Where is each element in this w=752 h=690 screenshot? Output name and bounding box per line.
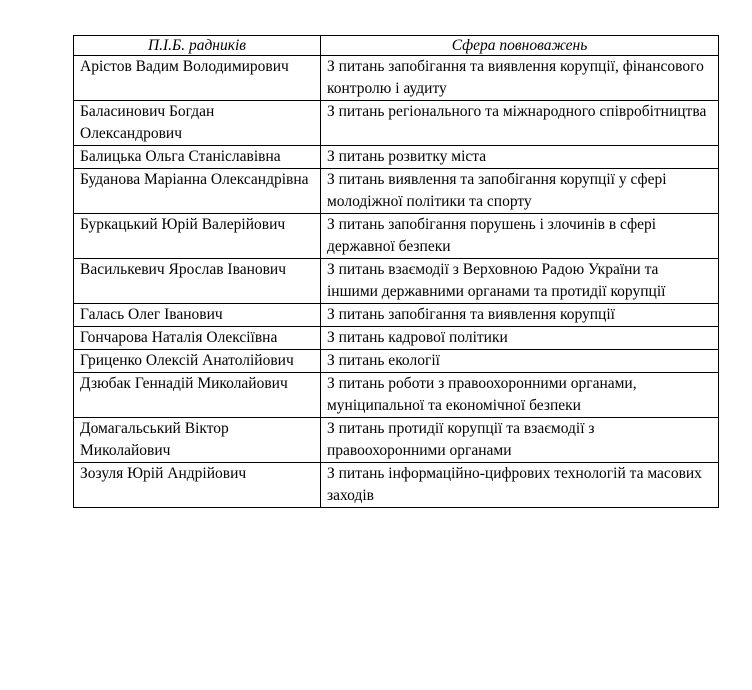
advisor-scope-cell: З питань виявлення та запобігання корупції у сфері молодіжної політики та спорту xyxy=(321,169,719,214)
advisor-scope-cell: З питань кадрової політики xyxy=(321,327,719,350)
header-advisor-name: П.І.Б. радників xyxy=(74,36,321,56)
advisors-table xyxy=(73,35,719,508)
advisor-scope-cell: З питань запобігання порушень і злочинів в сфері державної безпеки xyxy=(321,214,719,259)
advisor-name-cell: Баласинович Богдан Олександрович xyxy=(74,101,321,146)
advisor-name-cell: Балицька Ольга Станіславівна xyxy=(74,146,321,169)
table-row xyxy=(74,259,719,304)
table-header-row xyxy=(74,36,719,56)
table-row xyxy=(74,463,719,508)
advisor-scope-cell: З питань взаємодії з Верховною Радою України та іншими державними органами та протидії корупції xyxy=(321,259,719,304)
table-row xyxy=(74,327,719,350)
advisor-scope-cell: З питань розвитку міста xyxy=(321,146,719,169)
advisor-name-cell: Дзюбак Геннадій Миколайович xyxy=(74,373,321,418)
table-row xyxy=(74,350,719,373)
advisor-name-cell: Зозуля Юрій Андрійович xyxy=(74,463,321,508)
advisor-name-cell: Гончарова Наталія Олексіївна xyxy=(74,327,321,350)
advisor-scope-cell: З питань інформаційно-цифрових технологій та масових заходів xyxy=(321,463,719,508)
advisor-name-cell: Буданова Маріанна Олександрівна xyxy=(74,169,321,214)
table-row xyxy=(74,418,719,463)
table-row xyxy=(74,214,719,259)
advisor-scope-cell: З питань роботи з правоохоронними органами, муніципальної та економічної безпеки xyxy=(321,373,719,418)
table-row xyxy=(74,169,719,214)
table-row xyxy=(74,373,719,418)
advisor-name-cell: Гриценко Олексій Анатолійович xyxy=(74,350,321,373)
advisor-scope-cell: З питань протидії корупції та взаємодії з правоохоронними органами xyxy=(321,418,719,463)
table-row xyxy=(74,304,719,327)
advisor-name-cell: Домагальський Віктор Миколайович xyxy=(74,418,321,463)
advisor-scope-cell: З питань запобігання та виявлення корупції, фінансового контролю і аудиту xyxy=(321,56,719,101)
advisor-scope-cell: З питань екології xyxy=(321,350,719,373)
header-scope-of-authority: Сфера повноважень xyxy=(321,36,719,56)
advisor-name-cell: Буркацький Юрій Валерійович xyxy=(74,214,321,259)
advisor-name-cell: Галась Олег Іванович xyxy=(74,304,321,327)
table-row xyxy=(74,101,719,146)
advisor-scope-cell: З питань запобігання та виявлення корупції xyxy=(321,304,719,327)
advisor-name-cell: Арістов Вадим Володимирович xyxy=(74,56,321,101)
table-row xyxy=(74,146,719,169)
advisor-scope-cell: З питань регіонального та міжнародного співробітництва xyxy=(321,101,719,146)
table-row xyxy=(74,56,719,101)
advisor-name-cell: Василькевич Ярослав Іванович xyxy=(74,259,321,304)
